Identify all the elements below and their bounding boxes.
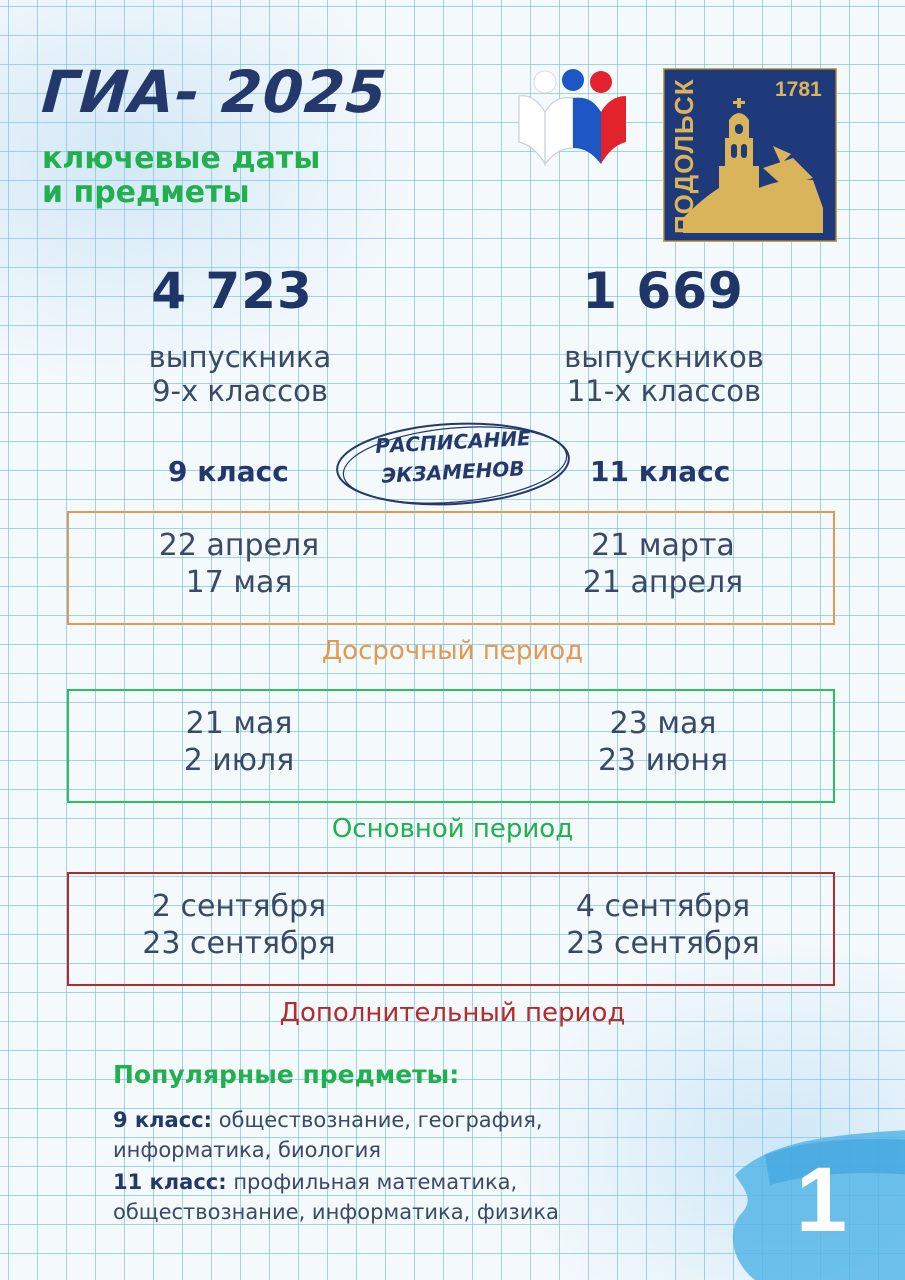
popular-grade11-line-2: обществознание, информатика, физика: [113, 1200, 559, 1224]
main-period-box: [67, 689, 835, 803]
grade11-label-line-2: 11-х классов: [566, 374, 762, 408]
grade11-graduates-label: [494, 340, 834, 408]
main-grade9-dates: [74, 705, 404, 779]
additional-grade9-end: 23 сентября: [142, 926, 336, 961]
main-grade11-start: 23 мая: [609, 706, 717, 741]
additional-grade11-end: 23 сентября: [566, 926, 760, 961]
main-grade9-end: 2 июля: [183, 743, 295, 778]
gia-logo-icon: [515, 68, 630, 168]
podolsk-year: 1781: [775, 78, 822, 101]
subtitle-line-2: и предметы: [42, 175, 250, 210]
additional-grade11-dates: [498, 888, 828, 962]
page-subtitle: [42, 142, 320, 210]
grade9-graduates-count: 4 723: [151, 262, 313, 320]
popular-grade9-line-2: информатика, биология: [113, 1138, 382, 1162]
grade11-label-line-1: выпускников: [564, 340, 764, 374]
early-grade9-start: 22 апреля: [158, 528, 320, 563]
grade9-heading: 9 класс: [168, 455, 289, 488]
grade9-label-line-2: 9-х классов: [152, 374, 328, 408]
subtitle-line-1: ключевые даты: [42, 141, 321, 176]
popular-grade9-line-1: [113, 1106, 733, 1134]
popular-grade11-label: 11 класс:: [113, 1170, 227, 1194]
popular-grade11-line-1: [113, 1168, 733, 1196]
early-period-box: [67, 511, 835, 625]
podolsk-city-name: ПОДОЛЬСК: [669, 78, 699, 234]
grade11-graduates-count: 1 669: [582, 262, 744, 320]
page-number: 1: [795, 1149, 847, 1251]
additional-period-box: [67, 872, 835, 986]
grade9-graduates-label: [70, 340, 410, 408]
podolsk-emblem: [663, 68, 837, 242]
grade11-heading: 11 класс: [590, 455, 731, 488]
early-grade11-end: 21 апреля: [582, 565, 744, 600]
early-grade9-end: 17 мая: [185, 565, 293, 600]
stamp-line-2: ЭКЗАМЕНОВ: [380, 456, 526, 488]
additional-period-label: Дополнительный период: [279, 998, 626, 1028]
main-grade11-dates: [498, 705, 828, 779]
popular-grade11-subjects-1: профильная математика,: [226, 1170, 518, 1194]
additional-grade11-start: 4 сентября: [575, 889, 751, 924]
additional-grade9-start: 2 сентября: [151, 889, 327, 924]
main-grade11-end: 23 июня: [597, 743, 729, 778]
stamp-line-1: РАСПИСАНИЕ: [374, 425, 532, 459]
popular-grade9-subjects-1: обществознание, география,: [212, 1108, 543, 1132]
main-grade9-start: 21 мая: [185, 706, 293, 741]
additional-grade9-dates: [74, 888, 404, 962]
early-grade11-dates: [498, 527, 828, 601]
schedule-stamp: [332, 418, 574, 510]
early-period-label: Досрочный период: [321, 636, 584, 666]
main-period-label: Основной период: [331, 814, 574, 844]
page-title: ГИА- 2025: [39, 58, 390, 126]
popular-grade9-label: 9 класс:: [113, 1108, 213, 1132]
early-grade9-dates: [74, 527, 404, 601]
popular-subjects-title: Популярные предметы:: [113, 1060, 460, 1089]
early-grade11-start: 21 марта: [591, 528, 735, 563]
grade9-label-line-1: выпускника: [148, 340, 332, 374]
